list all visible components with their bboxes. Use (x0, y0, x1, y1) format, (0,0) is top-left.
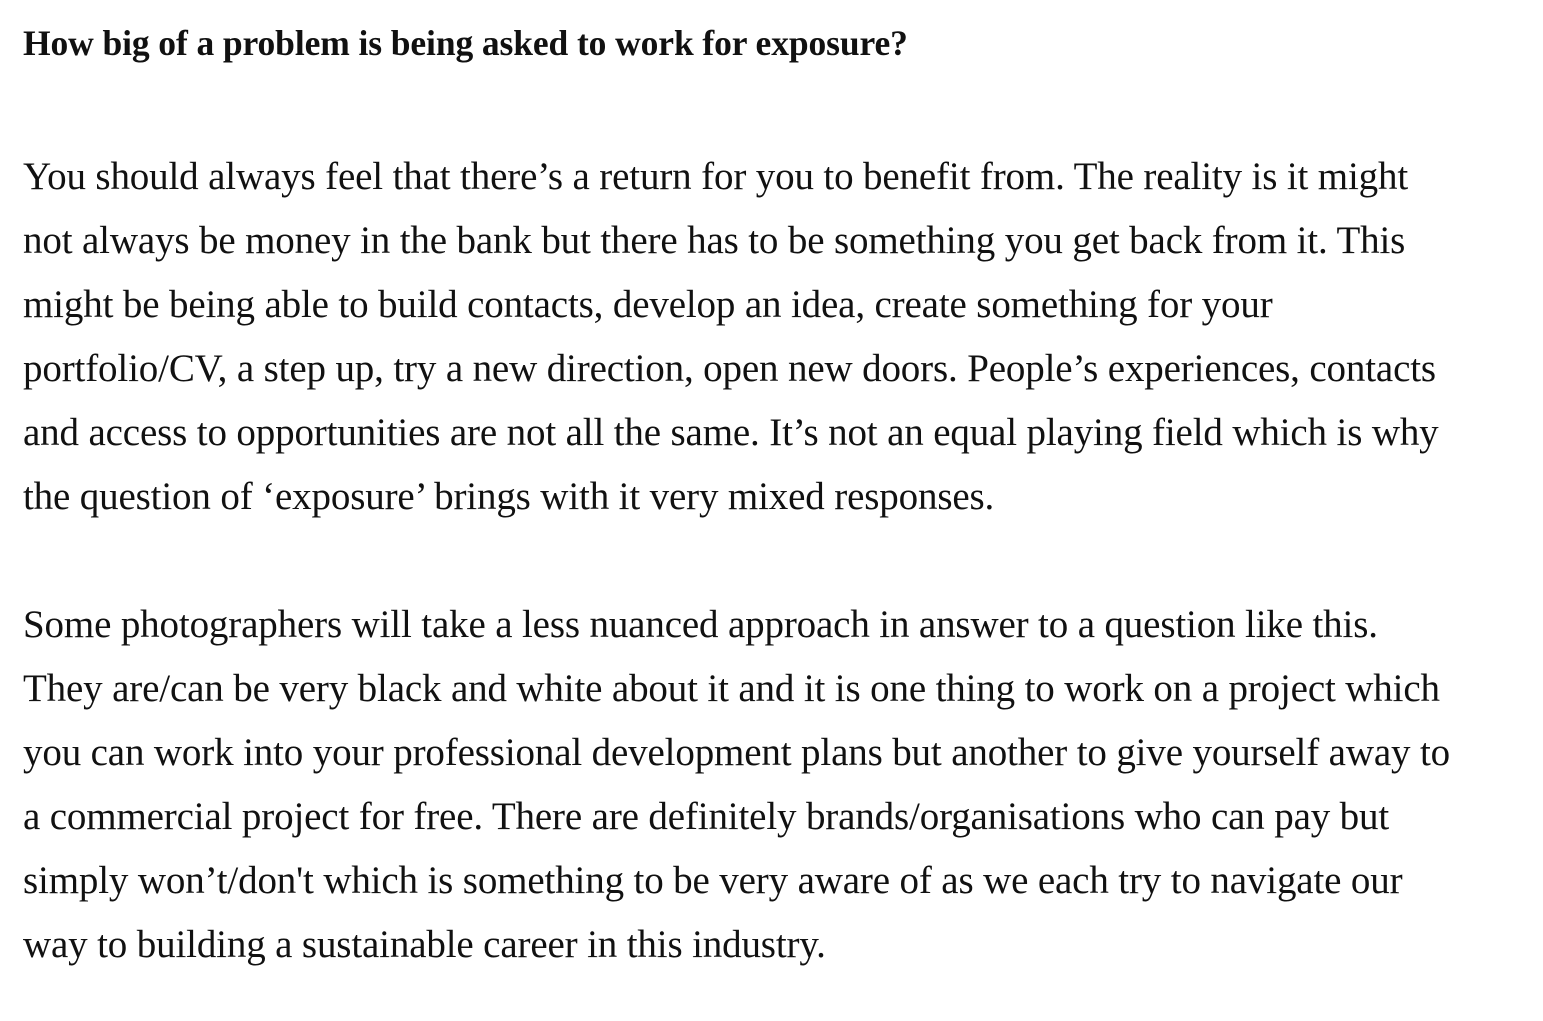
paragraph-line: the question of ‘exposure’ brings with it very mixed responses. (23, 475, 995, 518)
paragraph-line: might be being able to build contacts, develop an idea, create something for your (23, 283, 1273, 326)
paragraph (23, 593, 1523, 977)
paragraph-line: way to building a sustainable career in this industry. (23, 923, 826, 966)
article-heading: How big of a problem is being asked to work for exposure? (23, 23, 908, 63)
paragraph (23, 145, 1523, 529)
paragraph-line: and access to opportunities are not all the same. It’s not an equal playing field which is why (23, 411, 1439, 454)
paragraph-line: simply won’t/don't which is something to be very aware of as we each try to navigate our (23, 859, 1403, 902)
paragraph-line: a commercial project for free. There are definitely brands/organisations who can pay but (23, 795, 1390, 838)
paragraph-line: You should always feel that there’s a return for you to benefit from. The reality is it might (23, 155, 1409, 198)
paragraph-line: you can work into your professional development plans but another to give yourself away to (23, 731, 1450, 774)
paragraph-line: Some photographers will take a less nuanced approach in answer to a question like this. (23, 603, 1378, 646)
paragraph-line: not always be money in the bank but there has to be something you get back from it. This (23, 219, 1406, 262)
article-body (23, 20, 1523, 977)
paragraph-line: They are/can be very black and white about it and it is one thing to work on a project which (23, 667, 1440, 710)
paragraph-line: portfolio/CV, a step up, try a new direction, open new doors. People’s experiences, contacts (23, 347, 1436, 390)
